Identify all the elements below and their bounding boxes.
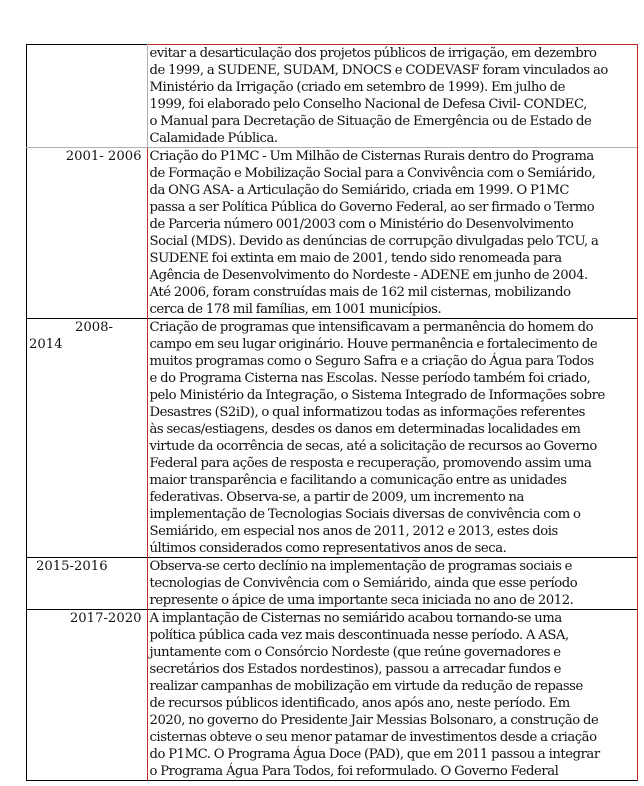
description-line: campo em seu lugar originário. Houve permanência e fortalecimento de xyxy=(149,337,598,352)
description-line: federativas. Observa-se, a partir de 2009, um incremento na xyxy=(149,490,524,505)
description-line: e do Programa Cisterna nas Escolas. Nesse período também foi criado, xyxy=(149,371,591,386)
period-label: 2001- 2006 xyxy=(65,149,142,164)
description-cell xyxy=(147,148,638,319)
description-line: o Manual para Decretação de Situação de Emergência ou de Estado de xyxy=(149,114,592,129)
description-line: 2020, no governo do Presidente Jair Messias Bolsonaro, a construção de xyxy=(149,713,599,728)
description-line: Social (MDS). Devido as denúncias de corrupção divulgadas pelo TCU, a xyxy=(149,234,599,249)
period-label-line2: 2014 xyxy=(29,337,63,352)
description-line: Federal para ações de resposta e recuperação, promovendo assim uma xyxy=(149,456,592,471)
description-line: virtude da ocorrência de secas, até a solicitação de recursos ao Governo xyxy=(149,439,597,454)
description-line: A implantação de Cisternas no semiárido acabou tornando-se uma xyxy=(149,611,562,626)
description-line: do P1MC. O Programa Água Doce (PAD), que em 2011 passou a integrar xyxy=(149,747,600,762)
description-line: de recursos públicos identificado, anos após ano, neste período. Em xyxy=(149,696,570,711)
table-row xyxy=(27,610,638,781)
period-label-line1: 2008- xyxy=(75,320,114,335)
description-line: Até 2006, foram construídas mais de 162 mil cisternas, mobilizando xyxy=(149,285,571,300)
table-row xyxy=(27,558,638,610)
description-line: Agência de Desenvolvimento do Nordeste - ADENE em junho de 2004. xyxy=(149,268,588,283)
description-line: de Formação e Mobilização Social para a Convivência com o Semiárido, xyxy=(149,166,596,181)
description-line: maior transparência e facilitando a comunicação entre as unidades xyxy=(149,473,567,488)
description-line: de 1999, a SUDENE, SUDAM, DNOCS e CODEVASF foram vinculados ao xyxy=(149,63,608,78)
description-line: cisternas obteve o seu menor patamar de investimentos desde a criação xyxy=(149,730,597,745)
timeline-table xyxy=(26,44,638,781)
period-cell xyxy=(27,45,148,148)
period-cell xyxy=(27,319,148,558)
description-line: da ONG ASA- a Articulação do Semiárido, criada em 1999. O P1MC xyxy=(149,183,569,198)
description-line: às secas/estiagens, desdes os danos em determinadas localidades em xyxy=(149,422,581,437)
description-line: 1999, foi elaborado pelo Conselho Nacional de Defesa Civil- CONDEC, xyxy=(149,97,587,112)
description-cell xyxy=(147,319,638,558)
description-line: Ministério da Irrigação (criado em setembro de 1999). Em julho de xyxy=(149,80,565,95)
period-cell xyxy=(27,148,148,319)
description-line: o Programa Água Para Todos, foi reformulado. O Governo Federal xyxy=(149,764,559,779)
period-label xyxy=(27,45,142,62)
period-cell xyxy=(27,610,148,781)
period-cell xyxy=(27,558,148,610)
description-line: pelo Ministério da Integração, o Sistema Integrado de Informações sobre xyxy=(149,388,605,403)
description-cell xyxy=(147,45,638,148)
description-line: Criação do P1MC - Um Milhão de Cisternas Rurais dentro do Programa xyxy=(149,149,594,164)
description-line: de Parceria número 001/2003 com o Ministério do Desenvolvimento xyxy=(149,217,574,232)
description-line: política pública cada vez mais descontinuada nesse período. A ASA, xyxy=(149,628,569,643)
period-label: 2015-2016 xyxy=(36,559,108,574)
table-row xyxy=(27,45,638,148)
table-row xyxy=(27,319,638,558)
description-line: muitos programas como o Seguro Safra e a criação do Água para Todos xyxy=(149,354,594,369)
description-line: tecnologias de Convivência com o Semiárido, ainda que esse período xyxy=(149,576,578,591)
description-line: represente o ápice de uma importante seca iniciada no ano de 2012. xyxy=(149,593,574,608)
description-line: Desastres (S2iD), o qual informatizou todas as informações referentes xyxy=(149,405,585,420)
description-line: secretários dos Estados nordestinos), passou a arrecadar fundos e xyxy=(149,662,561,677)
description-cell xyxy=(147,558,638,610)
description-line: Calamidade Pública. xyxy=(149,131,278,146)
description-cell xyxy=(147,610,638,781)
description-line: Observa-se certo declínio na implementação de programas sociais e xyxy=(149,559,573,574)
period-label: 2017-2020 xyxy=(69,611,142,626)
description-line: passa a ser Política Pública do Governo Federal, ao ser firmado o Termo xyxy=(149,200,595,215)
description-line: implementação de Tecnologias Sociais diversas de convivência com o xyxy=(149,507,581,522)
description-line: realizar campanhas de mobilização em virtude da redução de repasse xyxy=(149,679,583,694)
description-line: juntamente com o Consórcio Nordeste (que reúne governadores e xyxy=(149,645,561,660)
description-line: SUDENE foi extinta em maio de 2001, tendo sido renomeada para xyxy=(149,251,562,266)
description-line: últimos considerados como representativos anos de seca. xyxy=(149,541,507,556)
description-line: Criação de programas que intensificavam a permanência do homem do xyxy=(149,320,594,335)
description-line: cerca de 178 mil famílias, em 1001 municípios. xyxy=(149,302,442,317)
table-row xyxy=(27,148,638,319)
description-line: evitar a desarticulação dos projetos públicos de irrigação, em dezembro xyxy=(149,46,597,61)
description-line: Semiárido, em especial nos anos de 2011, 2012 e 2013, estes dois xyxy=(149,524,558,539)
